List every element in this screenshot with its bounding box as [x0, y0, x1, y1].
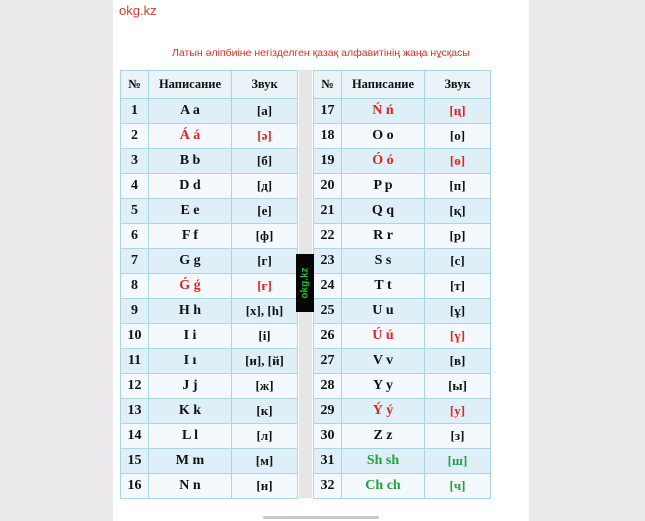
table-row [314, 99, 491, 124]
watermark-text: okg.kz [299, 267, 311, 299]
table-row [314, 349, 491, 374]
table-row [121, 324, 298, 349]
alphabet-table-right [313, 70, 491, 499]
table-row [121, 474, 298, 499]
page-title: Латын әліпбиіне негізделген қазақ алфавитінің жаңа нұсқасы [172, 47, 470, 59]
letter-writing: N n [149, 474, 232, 499]
letter-sound: [л] [232, 424, 298, 449]
header-sound: Звук [232, 71, 298, 99]
row-number: 24 [314, 274, 342, 299]
table-row [314, 374, 491, 399]
letter-sound: [ұ] [425, 299, 491, 324]
letter-writing: T t [342, 274, 425, 299]
row-number: 7 [121, 249, 149, 274]
letter-sound: [е] [232, 199, 298, 224]
row-number: 6 [121, 224, 149, 249]
table-header-row [314, 71, 491, 99]
table-row [314, 174, 491, 199]
letter-sound: [и], [й] [232, 349, 298, 374]
table-row [121, 274, 298, 299]
row-number: 28 [314, 374, 342, 399]
letter-writing: D d [149, 174, 232, 199]
table-row [314, 274, 491, 299]
row-number: 22 [314, 224, 342, 249]
row-number: 29 [314, 399, 342, 424]
row-number: 16 [121, 474, 149, 499]
table-row [314, 199, 491, 224]
letter-sound: [с] [425, 249, 491, 274]
letter-writing: Ch ch [342, 474, 425, 499]
row-number: 30 [314, 424, 342, 449]
letter-writing: Ú ú [342, 324, 425, 349]
letter-writing: I i [149, 324, 232, 349]
row-number: 25 [314, 299, 342, 324]
table-row [121, 249, 298, 274]
letter-writing: Y y [342, 374, 425, 399]
letter-sound: [х], [һ] [232, 299, 298, 324]
letter-sound: [і] [232, 324, 298, 349]
table-row [121, 449, 298, 474]
table-body-left [121, 99, 298, 499]
scroll-indicator[interactable] [263, 516, 379, 519]
letter-sound: [ч] [425, 474, 491, 499]
letter-writing: Z z [342, 424, 425, 449]
letter-writing: F f [149, 224, 232, 249]
letter-sound: [ғ] [232, 274, 298, 299]
table-header-row [121, 71, 298, 99]
letter-writing: O o [342, 124, 425, 149]
row-number: 4 [121, 174, 149, 199]
watermark-badge [296, 254, 314, 312]
table-row [121, 399, 298, 424]
table-row [314, 399, 491, 424]
letter-sound: [н] [232, 474, 298, 499]
table-row [121, 374, 298, 399]
letter-sound: [г] [232, 249, 298, 274]
row-number: 11 [121, 349, 149, 374]
letter-writing: Sh sh [342, 449, 425, 474]
table-row [121, 199, 298, 224]
table-row [314, 299, 491, 324]
row-number: 2 [121, 124, 149, 149]
letter-sound: [ж] [232, 374, 298, 399]
table-row [121, 349, 298, 374]
letter-sound: [ң] [425, 99, 491, 124]
document-page [113, 0, 529, 521]
table-row [121, 149, 298, 174]
letter-writing: Ǵ ǵ [149, 274, 232, 299]
table-row [121, 99, 298, 124]
letter-sound: [ы] [425, 374, 491, 399]
row-number: 12 [121, 374, 149, 399]
letter-sound: [з] [425, 424, 491, 449]
letter-sound: [к] [232, 399, 298, 424]
letter-sound: [т] [425, 274, 491, 299]
letter-sound: [ө] [425, 149, 491, 174]
letter-sound: [ү] [425, 324, 491, 349]
row-number: 8 [121, 274, 149, 299]
letter-writing: A a [149, 99, 232, 124]
letter-writing: U u [342, 299, 425, 324]
table-row [314, 324, 491, 349]
row-number: 20 [314, 174, 342, 199]
table-body-right [314, 99, 491, 499]
table-row [314, 249, 491, 274]
row-number: 27 [314, 349, 342, 374]
table-row [314, 449, 491, 474]
letter-sound: [м] [232, 449, 298, 474]
letter-sound: [ш] [425, 449, 491, 474]
letter-writing: R r [342, 224, 425, 249]
row-number: 15 [121, 449, 149, 474]
letter-writing: Ó ó [342, 149, 425, 174]
header-sound: Звук [425, 71, 491, 99]
table-row [121, 224, 298, 249]
table-row [121, 124, 298, 149]
row-number: 23 [314, 249, 342, 274]
row-number: 19 [314, 149, 342, 174]
table-row [121, 299, 298, 324]
table-row [121, 424, 298, 449]
letter-writing: I ı [149, 349, 232, 374]
header-writing: Написание [342, 71, 425, 99]
letter-writing: H h [149, 299, 232, 324]
letter-writing: Á á [149, 124, 232, 149]
table-row [314, 224, 491, 249]
letter-writing: P p [342, 174, 425, 199]
letter-sound: [у] [425, 399, 491, 424]
table-row [314, 424, 491, 449]
row-number: 21 [314, 199, 342, 224]
row-number: 32 [314, 474, 342, 499]
letter-sound: [қ] [425, 199, 491, 224]
letter-sound: [п] [425, 174, 491, 199]
alphabet-table-left [120, 70, 298, 499]
row-number: 18 [314, 124, 342, 149]
letter-writing: L l [149, 424, 232, 449]
row-number: 13 [121, 399, 149, 424]
letter-sound: [б] [232, 149, 298, 174]
row-number: 14 [121, 424, 149, 449]
row-number: 26 [314, 324, 342, 349]
letter-writing: G g [149, 249, 232, 274]
letter-writing: M m [149, 449, 232, 474]
table-row [121, 174, 298, 199]
row-number: 10 [121, 324, 149, 349]
table-row [314, 474, 491, 499]
letter-writing: V v [342, 349, 425, 374]
site-logo-text[interactable]: okg.kz [119, 3, 157, 18]
header-number: № [314, 71, 342, 99]
letter-sound: [ә] [232, 124, 298, 149]
row-number: 17 [314, 99, 342, 124]
row-number: 9 [121, 299, 149, 324]
row-number: 3 [121, 149, 149, 174]
letter-sound: [ф] [232, 224, 298, 249]
letter-writing: K k [149, 399, 232, 424]
letter-sound: [д] [232, 174, 298, 199]
letter-writing: B b [149, 149, 232, 174]
letter-sound: [о] [425, 124, 491, 149]
header-number: № [121, 71, 149, 99]
letter-sound: [а] [232, 99, 298, 124]
table-row [314, 149, 491, 174]
letter-writing: J j [149, 374, 232, 399]
letter-writing: E e [149, 199, 232, 224]
letter-writing: Ń ń [342, 99, 425, 124]
row-number: 1 [121, 99, 149, 124]
letter-writing: S s [342, 249, 425, 274]
letter-sound: [в] [425, 349, 491, 374]
letter-writing: Q q [342, 199, 425, 224]
row-number: 31 [314, 449, 342, 474]
letter-writing: Ý ý [342, 399, 425, 424]
row-number: 5 [121, 199, 149, 224]
table-row [314, 124, 491, 149]
header-writing: Написание [149, 71, 232, 99]
letter-sound: [р] [425, 224, 491, 249]
